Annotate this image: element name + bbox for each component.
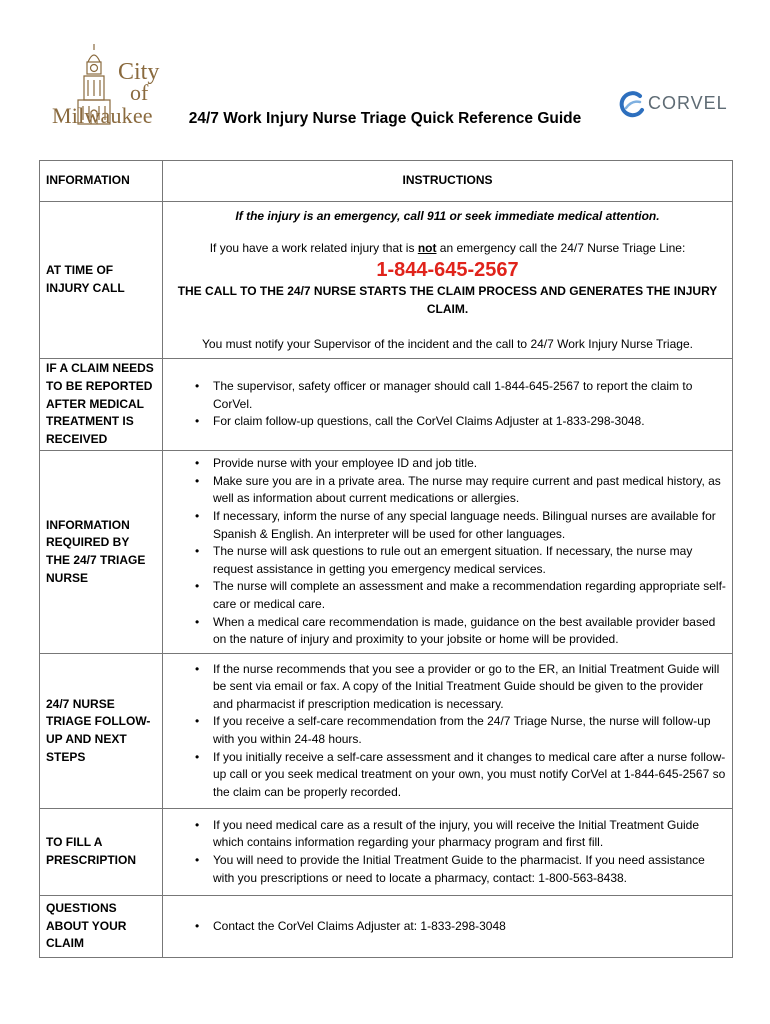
table-row: [40, 895, 733, 957]
corvel-wordmark: CORVEL: [648, 93, 728, 113]
list-item: • Provide nurse with your employee ID and job title.: [195, 455, 726, 473]
row-instructions: [163, 202, 733, 359]
bullet-list: [169, 455, 726, 649]
reference-table: [39, 160, 733, 958]
logo-word-city: City: [118, 59, 160, 85]
list-item: • The supervisor, safety officer or manager should call 1-844-645-2567 to report the claim to CorVel.: [195, 378, 726, 413]
table-row: [40, 202, 733, 359]
list-item: • The nurse will ask questions to rule out an emergent situation. If necessary, the nurse may request assistance in getting you emergency medical services.: [195, 543, 726, 578]
list-item: • For claim follow-up questions, call the CorVel Claims Adjuster at 1-833-298-3048.: [195, 413, 726, 431]
row-instructions: [163, 808, 733, 895]
list-item: • If you receive a self-care recommendation from the 24/7 Triage Nurse, the nurse will follow-up with you within 24-48 hours.: [195, 713, 726, 748]
claim-process-notice: THE CALL TO THE 24/7 NURSE STARTS THE CLAIM PROCESS AND GENERATES THE INJURY CLAIM.: [177, 284, 718, 316]
row-label: 24/7 NURSE TRIAGE FOLLOW-UP AND NEXT STEPS: [40, 653, 163, 808]
bullet-list: [169, 378, 726, 431]
page-title: 24/7 Work Injury Nurse Triage Quick Reference Guide: [188, 110, 582, 127]
row-instructions: [163, 895, 733, 957]
table-row: [40, 808, 733, 895]
list-item: • Contact the CorVel Claims Adjuster at: 1-833-298-3048: [195, 918, 726, 936]
not-emphasis: not: [417, 240, 437, 255]
row-instructions: [163, 450, 733, 653]
row-instructions: [163, 653, 733, 808]
table-row: [40, 653, 733, 808]
table-row: [40, 450, 733, 653]
row-label: IF A CLAIM NEEDS TO BE REPORTED AFTER MEDICAL TREATMENT IS RECEIVED: [40, 358, 163, 450]
nurse-triage-phone: 1-844-645-2567: [376, 259, 519, 282]
triage-line-intro: [169, 240, 726, 258]
row-label: AT TIME OF INJURY CALL: [40, 202, 163, 359]
row-instructions: [163, 358, 733, 450]
logo-word-milwaukee: Milwaukee: [52, 103, 153, 128]
list-item: • If you initially receive a self-care assessment and it changes to medical care after a nurse follow-up call or you seek medical treatment on your own, you must notify CorVel at 1-844-645-2567 so the claim can be properly recorded.: [195, 749, 726, 802]
list-item: • The nurse will complete an assessment and make a recommendation regarding appropriate self-care or medical care.: [195, 578, 726, 613]
list-item: • If necessary, inform the nurse of any special language needs. Bilingual nurses are available for Spanish & English. An interpreter will be used for other languages.: [195, 508, 726, 543]
bullet-list: [169, 817, 726, 887]
list-item: • If the nurse recommends that you see a provider or go to the ER, an Initial Treatment Guide will be sent via email or fax. A copy of the Initial Treatment Guide should be given to the provider and pharmacist if prescription medication is necessary.: [195, 661, 726, 714]
list-item: • If you need medical care as a result of the injury, you will receive the Initial Treatment Guide which contains information regarding your pharmacy program and first fill.: [195, 817, 726, 852]
intro-text: If you have a work related injury that is: [209, 240, 418, 255]
bullet-list: [169, 661, 726, 802]
column-header-instructions: INSTRUCTIONS: [163, 161, 733, 202]
table-header-row: [40, 161, 733, 202]
table-row: [40, 358, 733, 450]
supervisor-notice: You must notify your Supervisor of the incident and the call to 24/7 Work Injury Nurse Triage.: [202, 337, 693, 352]
row-label: QUESTIONS ABOUT YOUR CLAIM: [40, 895, 163, 957]
intro-text-end: an emergency call the 24/7 Nurse Triage Line:: [436, 240, 686, 255]
bullet-list: [169, 918, 726, 936]
column-header-information: INFORMATION: [40, 161, 163, 202]
logo-word-of: of: [130, 80, 149, 105]
row-label: INFORMATION REQUIRED BY THE 24/7 TRIAGE NURSE: [40, 450, 163, 653]
emergency-notice: If the injury is an emergency, call 911 or seek immediate medical attention.: [235, 209, 660, 223]
list-item: • When a medical care recommendation is made, guidance on the best available provider based on the nature of injury and proximity to your jobsite or home will be provided.: [195, 614, 726, 649]
list-item: • Make sure you are in a private area. The nurse may require current and past medical history, as well as information about current medications or allergies.: [195, 473, 726, 508]
row-label: TO FILL A PRESCRIPTION: [40, 808, 163, 895]
list-item: • You will need to provide the Initial Treatment Guide to the pharmacist. If you need assistance with you prescriptions or need to locate a pharmacy, contact: 1-800-563-8438.: [195, 852, 726, 887]
